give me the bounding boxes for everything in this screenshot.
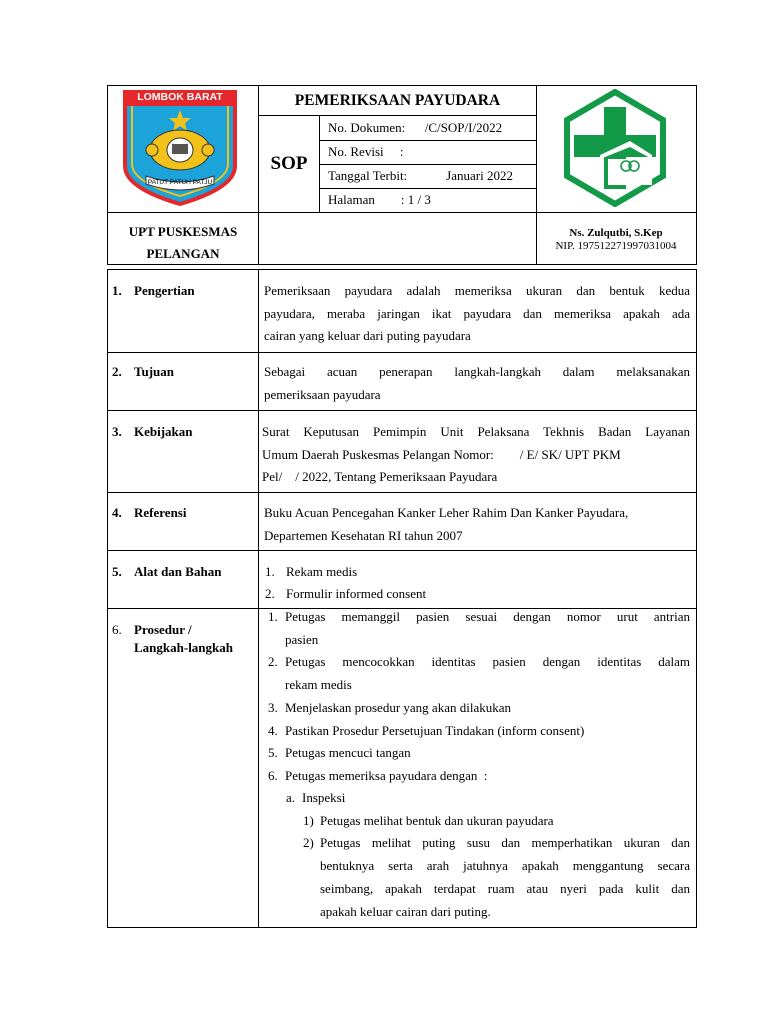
step-number: 1. xyxy=(268,609,278,624)
text-line: pemeriksaan payudara xyxy=(264,386,381,402)
substep-text: apakah keluar cairan dari puting. xyxy=(320,904,491,919)
substep-text: Petugas melihat puting susu dan memperhatikan ukuran dan xyxy=(320,835,690,850)
text-line: Surat Keputusan Pemimpin Unit Pelaksana Tekhnis Badan Layanan xyxy=(262,424,690,439)
text-line: Pemeriksaan payudara adalah memeriksa ukuran dan bentuk kedua xyxy=(264,283,690,298)
section-label-referensi: Referensi xyxy=(134,505,187,520)
step-number: 4. xyxy=(268,723,278,738)
section-label-pengertian: Pengertian xyxy=(134,283,195,298)
list-item-number: 1. xyxy=(265,564,275,579)
substep-letter: a. xyxy=(286,790,296,805)
pengertian-text xyxy=(264,280,690,348)
substep-number: 2) xyxy=(303,835,314,850)
text-line: Departemen Kesehatan RI tahun 2007 xyxy=(264,527,463,543)
substep-number: 1) xyxy=(303,813,314,828)
section-label-kebijakan: Kebijakan xyxy=(134,424,193,439)
section-number: 6. xyxy=(112,622,122,637)
substep-text: bentuknya serta arah jatuhnya apakah menggantung secara xyxy=(320,858,690,873)
step-text: rekam medis xyxy=(285,677,352,692)
signer-nip: NIP. 197512271997031004 xyxy=(555,240,677,252)
section-number: 3. xyxy=(112,424,122,439)
step-number: 5. xyxy=(268,745,278,760)
list-item: Rekam medis xyxy=(286,564,358,579)
step-text: Menjelaskan prosedur yang akan dilakukan xyxy=(285,700,511,715)
section-number: 4. xyxy=(112,505,122,520)
text-line: cairan yang keluar dari puting payudara xyxy=(264,328,471,343)
text-line: Sebagai acuan penerapan langkah-langkah dalam melaksanakan xyxy=(264,364,690,379)
lombok-barat-logo xyxy=(122,88,238,206)
logo-banner-text: LOMBOK BARAT xyxy=(137,91,223,103)
issue-date: Tanggal Terbit: Januari 2022 xyxy=(328,168,513,183)
step-text: Petugas mencuci tangan xyxy=(285,745,411,760)
substep-text: Petugas melihat bentuk dan ukuran payudara xyxy=(320,813,554,828)
step-text: Pastikan Prosedur Persetujuan Tindakan (inform consent) xyxy=(285,723,585,738)
text-line: Buku Acuan Pencegahan Kanker Leher Rahim Dan Kanker Payudara, xyxy=(264,505,629,520)
step-number: 3. xyxy=(268,700,278,715)
step-text: Petugas memanggil pasien sesuai dengan nomor urut antrian xyxy=(285,609,690,624)
list-item: Formulir informed consent xyxy=(286,586,427,601)
section-label-prosedur-2: Langkah-langkah xyxy=(134,640,233,655)
substep-text: seimbang, apakah terdapat ruam atau nyeri pada kulit dan xyxy=(320,881,690,896)
logo-motto-text: PATUT PATUH PATJU xyxy=(147,179,213,186)
revision-number: No. Revisi : xyxy=(328,144,404,159)
section-number: 5. xyxy=(112,564,122,579)
list-item-number: 2. xyxy=(265,586,275,601)
sop-label: SOP xyxy=(270,153,308,174)
document-title: PEMERIKSAAN PAYUDARA xyxy=(294,92,501,109)
section-label-prosedur: Prosedur / xyxy=(134,622,192,637)
referensi-text xyxy=(264,502,690,547)
puskesmas-logo xyxy=(556,89,674,207)
document-number: No. Dokumen: /C/SOP/I/2022 xyxy=(328,120,503,135)
tujuan-text xyxy=(264,361,690,406)
section-number: 1. xyxy=(112,283,122,298)
org-name-line2: PELANGAN xyxy=(146,246,220,261)
org-name-line1: UPT PUSKESMAS xyxy=(128,224,238,239)
step-number: 6. xyxy=(268,768,278,783)
kebijakan-text xyxy=(262,421,690,489)
text-line: payudara, meraba jaringan ikat payudara dan memeriksa apakah ada xyxy=(264,305,690,321)
step-text: pasien xyxy=(285,632,319,647)
step-text: Petugas memeriksa payudara dengan : xyxy=(285,768,488,783)
substep-text: Inspeksi xyxy=(302,790,346,805)
text-line: Pel/ / 2022, Tentang Pemeriksaan Payudara xyxy=(262,469,498,484)
signer-name: Ns. Zulqutbi, S.Kep xyxy=(569,227,663,239)
section-label-alat: Alat dan Bahan xyxy=(134,564,222,579)
section-label-tujuan: Tujuan xyxy=(134,364,174,379)
section-number: 2. xyxy=(112,364,122,379)
text-line: Umum Daerah Puskesmas Pelangan Nomor: / E/ SK/ UPT PKM xyxy=(262,446,621,462)
page-number: Halaman : 1 / 3 xyxy=(328,192,431,207)
step-text: Petugas mencocokkan identitas pasien dengan identitas dalam xyxy=(285,654,690,669)
step-number: 2. xyxy=(268,654,278,669)
